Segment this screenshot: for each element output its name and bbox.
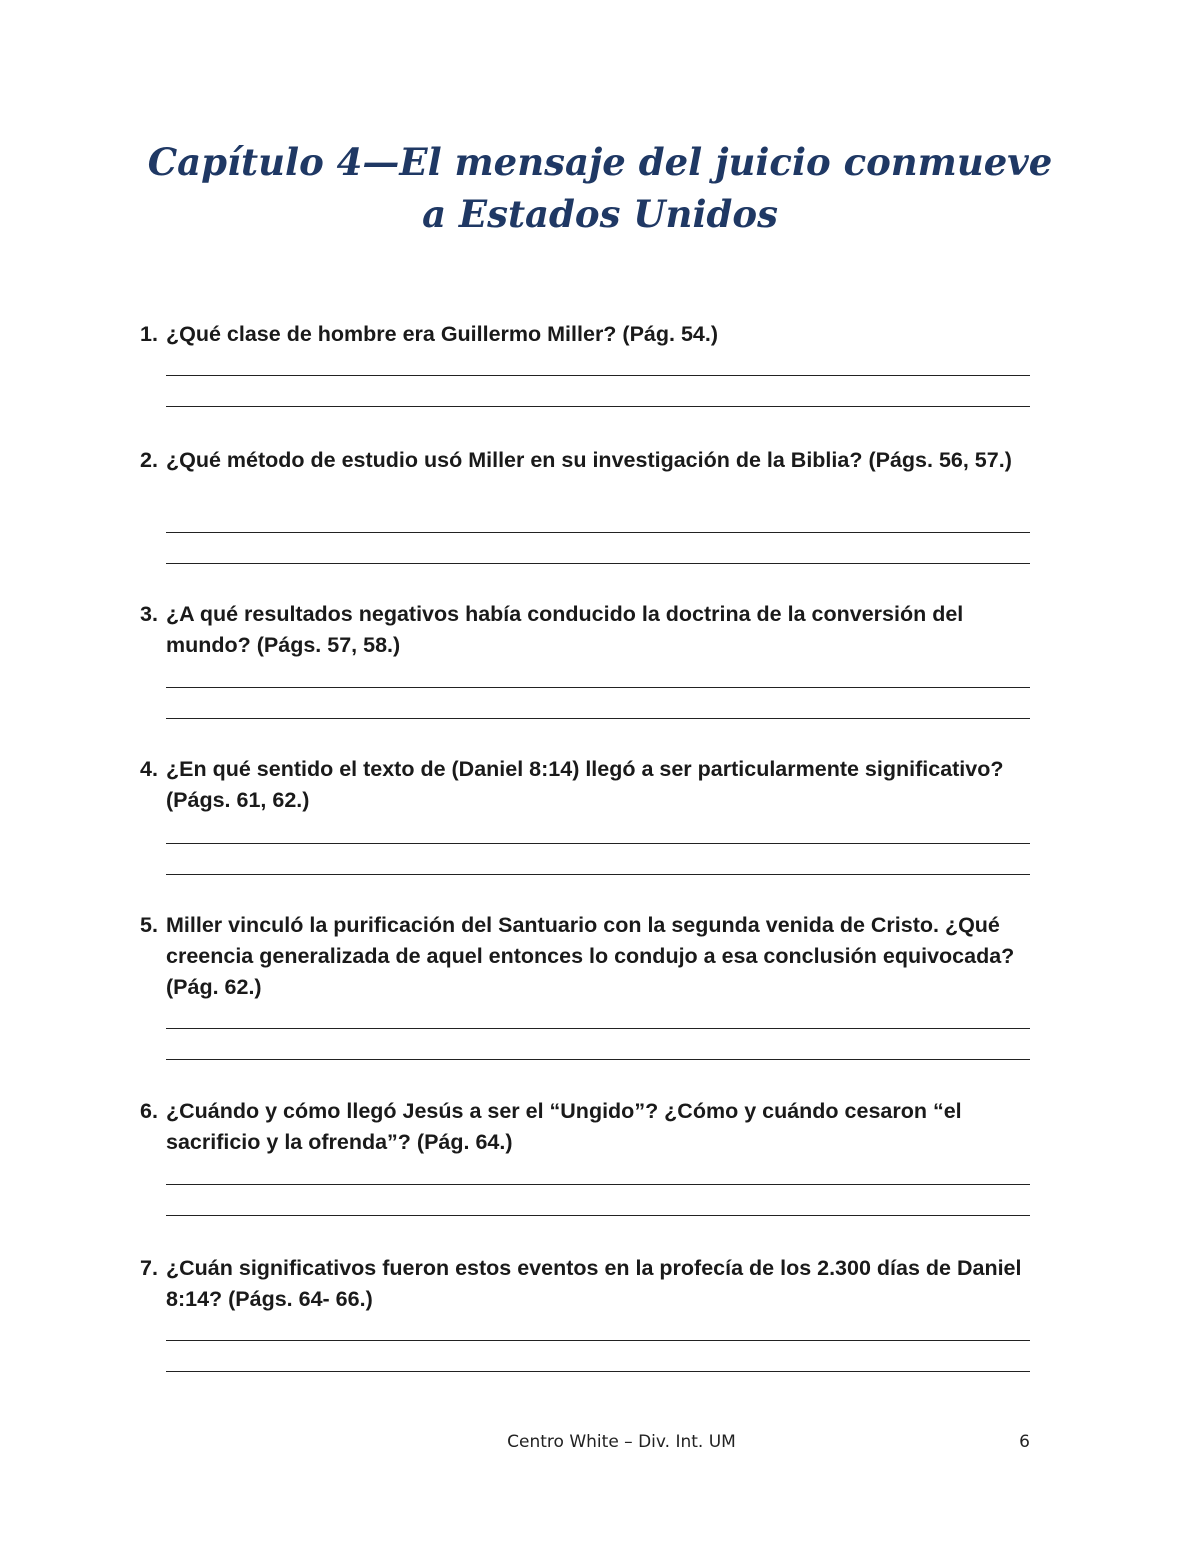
question-number: 6.	[140, 1099, 158, 1123]
question-text: ¿Qué método de estudio usó Miller en su investigación de la Biblia? (Págs. 56, 57.)	[166, 448, 1012, 472]
answer-line[interactable]	[166, 1028, 1030, 1029]
answer-line[interactable]	[166, 874, 1030, 875]
answer-line[interactable]	[166, 718, 1030, 719]
question-text: Miller vinculó la purificación del Santuario con la segunda venida de Cristo. ¿Qué creencia generalizada de aquel entonces lo condujo a esa conclusión equivocada? (Pág. 62.)	[166, 913, 1015, 999]
answer-line[interactable]	[166, 406, 1030, 407]
question-3	[140, 599, 1030, 661]
question-7	[140, 1253, 1030, 1315]
question-text: ¿Cuán significativos fueron estos eventos en la profecía de los 2.300 días de Daniel 8:14? (Págs. 64- 66.)	[166, 1256, 1022, 1311]
question-text: ¿Cuándo y cómo llegó Jesús a ser el “Ungido”? ¿Cómo y cuándo cesaron “el sacrificio y la ofrenda”? (Pág. 64.)	[166, 1099, 962, 1154]
question-text: ¿A qué resultados negativos había conducido la doctrina de la conversión del mundo? (Págs. 57, 58.)	[166, 602, 964, 657]
question-text: ¿Qué clase de hombre era Guillermo Miller? (Pág. 54.)	[166, 322, 718, 346]
answer-line[interactable]	[166, 1340, 1030, 1341]
page-title	[0, 136, 1200, 240]
title-line-2: a Estados Unidos	[422, 192, 778, 236]
answer-line[interactable]	[166, 843, 1030, 844]
footer-text: Centro White – Div. Int. UM	[507, 1432, 736, 1452]
answer-line[interactable]	[166, 1215, 1030, 1216]
question-number: 3.	[140, 602, 158, 626]
answer-line[interactable]	[166, 563, 1030, 564]
question-number: 2.	[140, 448, 158, 472]
answer-line[interactable]	[166, 687, 1030, 688]
answer-line[interactable]	[166, 1371, 1030, 1372]
question-4	[140, 754, 1030, 816]
question-number: 4.	[140, 757, 158, 781]
question-number: 1.	[140, 322, 158, 346]
question-1	[140, 319, 1030, 350]
answer-line[interactable]	[166, 375, 1030, 376]
question-2	[140, 445, 1030, 476]
question-number: 7.	[140, 1256, 158, 1280]
answer-line[interactable]	[166, 532, 1030, 533]
question-text: ¿En qué sentido el texto de (Daniel 8:14) llegó a ser particularmente significativo? (Págs. 61, 62.)	[166, 757, 1004, 812]
title-line-1: Capítulo 4—El mensaje del juicio conmueve	[147, 140, 1053, 184]
question-number: 5.	[140, 913, 158, 937]
answer-line[interactable]	[166, 1059, 1030, 1060]
page-number: 6	[1019, 1432, 1030, 1452]
answer-line[interactable]	[166, 1184, 1030, 1185]
question-5	[140, 910, 1030, 1003]
question-6	[140, 1096, 1030, 1158]
